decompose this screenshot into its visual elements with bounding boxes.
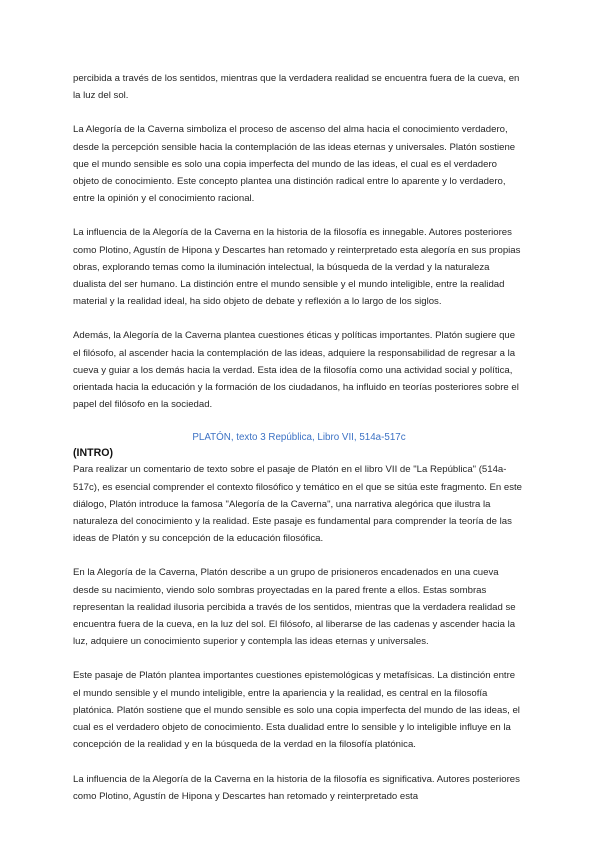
section-title: PLATÓN, texto 3 República, Libro VII, 514a-517c	[192, 432, 406, 444]
paragraph-epistemology: Este pasaje de Platón plantea importantes cuestiones epistemológicas y metafísicas. La distinción entre el mundo sensible y el mundo inteligible, entre la apariencia y la realidad, es central en la filosofía platónica. Platón sostiene que el mundo sensible es solo una copia imperfecta del mundo de las ideas, el cual es el verdadero objeto de conocimiento. Esta dualidad entre lo sensible y lo inteligible influye en la concepción de la realidad y en la búsqueda de la verdad en la filosofía platónica.	[73, 670, 520, 751]
paragraph-ethics-politics: Además, la Alegoría de la Caverna plantea cuestiones éticas y políticas importantes. Platón sugiere que el filósofo, al ascender hacia la contemplación de las ideas, adquiere la responsabilidad de regresar a la cueva y guiar a los demás hacia la verdad. Esta idea de la filosofía como una actividad social y política, orientada hacia la educación y la formación de los ciudadanos, ha influido en teorías posteriores sobre el papel del filósofo en la sociedad.	[73, 330, 519, 411]
intro-heading: (INTRO)	[73, 447, 114, 460]
paragraph-ascent-of-soul: La Alegoría de la Caverna simboliza el proceso de ascenso del alma hacia el conocimiento verdadero, desde la percepción sensible hacia la contemplación de las ideas eternas y universales. Platón sostiene que el mundo sensible es solo una copia imperfecta del mundo de las ideas, el cual es el verdadero objeto de conocimiento. Este concepto plantea una distinción radical entre lo aparente y lo verdadero, entre la opinión y el conocimiento racional.	[73, 124, 516, 205]
document-page	[73, 70, 525, 822]
paragraph-continuation: percibida a través de los sentidos, mientras que la verdadera realidad se encuentra fuera de la cueva, en la luz del sol.	[73, 73, 520, 102]
paragraph-influence-significant: La influencia de la Alegoría de la Caverna en la historia de la filosofía es significativa. Autores posteriores como Plotino, Agustín de Hipona y Descartes han retomado y reinterpretado esta	[73, 773, 520, 802]
paragraph-influence: La influencia de la Alegoría de la Caverna en la historia de la filosofía es innegable. Autores posteriores como Plotino, Agustín de Hipona y Descartes han retomado y reinterpretado esta alegoría en sus propias obras, explorando temas como la iluminación intelectual, la búsqueda de la verdad y la naturaleza dualista del ser humano. La distinción entre el mundo sensible y el mundo inteligible, entre la realidad material y la realidad ideal, ha sido objeto de debate y reflexión a lo largo de los siglos.	[73, 227, 521, 308]
paragraph-cave-description: En la Alegoría de la Caverna, Platón describe a un grupo de prisioneros encadenados en una cueva desde su nacimiento, viendo solo sombras proyectadas en la pared frente a ellos. Estas sombras representan la realidad ilusoria percibida a través de los sentidos, mientras que la verdadera realidad se encuentra fuera de la cueva, en la luz del sol. El filósofo, al liberarse de las cadenas y ascender hacia la luz, adquiere un conocimiento superior y contempla las ideas eternas y universales.	[73, 567, 516, 648]
paragraph-intro-context: Para realizar un comentario de texto sobre el pasaje de Platón en el libro VII de "La República" (514a-517c), es esencial comprender el contexto filosófico y temático en el que se sitúa este fragmento. En este diálogo, Platón introduce la famosa "Alegoría de la Caverna", una narrativa alegórica que ilustra la naturaleza del conocimiento y la realidad. Este pasaje es fundamental para comprender la teoría de las ideas de Platón y su concepción de la educación filosófica.	[73, 464, 523, 545]
